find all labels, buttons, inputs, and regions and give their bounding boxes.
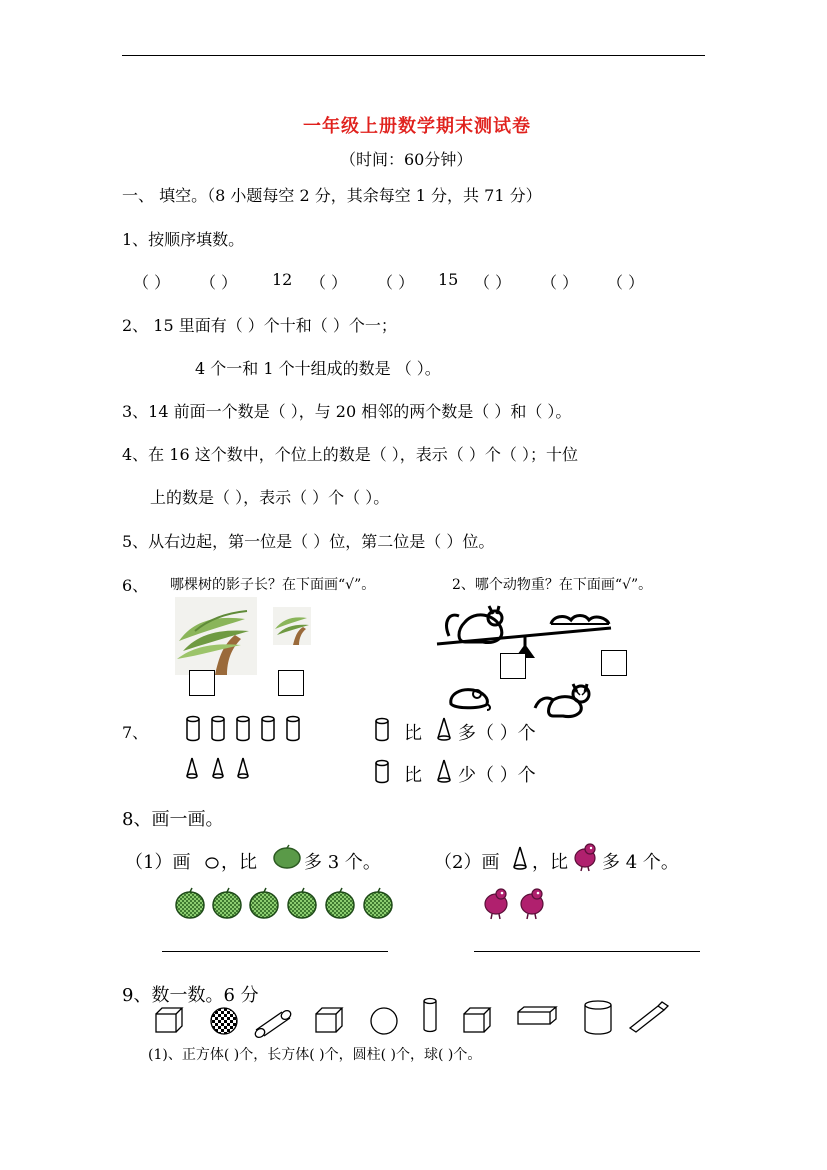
compare-word: 比 bbox=[404, 723, 422, 744]
sequence-item: （ ） bbox=[200, 273, 238, 292]
question-2-line1: 2、 15 里面有（ ）个十和（ ）个一； bbox=[122, 316, 397, 335]
mouse-icon bbox=[447, 686, 493, 712]
question-6-part2: 2、哪个动物重？在下面画“√”。 bbox=[452, 577, 653, 593]
apple-icon bbox=[288, 888, 316, 918]
cylinders-group bbox=[185, 715, 305, 743]
cylinder-icon bbox=[237, 717, 249, 741]
header-rule bbox=[122, 55, 705, 56]
ball-icon bbox=[211, 1008, 237, 1034]
question-4-line2: 上的数是（ ），表示（ ）个（ ）。 bbox=[150, 488, 390, 507]
question-7-row2-answer: 少（ ）个 bbox=[458, 765, 536, 786]
compare-word: 比 bbox=[404, 765, 422, 786]
question-3: 3、14 前面一个数是（ ），与 20 相邻的两个数是（ ）和（ ）。 bbox=[122, 402, 572, 421]
page-title: 一年级上册数学期末测试卷 bbox=[303, 116, 531, 137]
question-7-row1-answer: 多（ ）个 bbox=[458, 723, 536, 744]
bird-icon bbox=[521, 889, 543, 919]
sequence-item: 12 bbox=[272, 270, 293, 289]
question-4-line1: 4、在 16 这个数中，个位上的数是（ ），表示（ ）个（ ）；十位 bbox=[122, 445, 578, 464]
bird-icon bbox=[485, 889, 507, 919]
apples-row bbox=[174, 888, 396, 920]
cones-group bbox=[185, 756, 255, 780]
cuboid-tilted-icon bbox=[630, 1002, 668, 1032]
sequence-item: （ ） bbox=[541, 273, 579, 292]
question-7-label: 7、 bbox=[122, 723, 149, 742]
answer-box-small-tree[interactable] bbox=[278, 670, 304, 696]
cone-icon bbox=[436, 758, 452, 784]
bird-icon bbox=[572, 842, 598, 872]
answer-box-cat-side[interactable] bbox=[500, 653, 526, 679]
drawing-line-2[interactable] bbox=[474, 951, 700, 952]
question-9-counting: (1)、正方体( )个，长方体( )个，圆柱( )个，球( )个。 bbox=[148, 1047, 482, 1063]
apple-icon bbox=[213, 888, 241, 918]
question-8-part2-b: ，比 bbox=[532, 852, 568, 873]
sequence-item: 15 bbox=[438, 270, 459, 289]
cone-icon bbox=[238, 758, 248, 778]
time-limit: （时间：60分钟） bbox=[340, 150, 473, 169]
sequence-item: （ ） bbox=[310, 273, 348, 292]
solids-row bbox=[152, 996, 672, 1038]
answer-box-big-tree[interactable] bbox=[189, 670, 215, 696]
question-1: 1、按顺序填数。 bbox=[122, 230, 245, 249]
apple-icon bbox=[250, 888, 278, 918]
cylinder-icon bbox=[287, 717, 299, 741]
question-5: 5、从右边起，第一位是（ ）位，第二位是（ ）位。 bbox=[122, 532, 495, 551]
cylinder-icon bbox=[374, 718, 390, 742]
cylinder-lying-icon bbox=[254, 1009, 293, 1039]
question-8-part1-a: （1）画 bbox=[125, 852, 191, 873]
question-8-part1-c: 多 3 个。 bbox=[304, 852, 381, 873]
question-6-label: 6、 bbox=[122, 576, 149, 595]
apple-icon bbox=[326, 888, 354, 918]
apple-icon bbox=[364, 888, 392, 918]
apple-icon bbox=[176, 888, 204, 918]
drawing-line-1[interactable] bbox=[162, 951, 388, 952]
cone-icon bbox=[512, 845, 528, 871]
big-tree-picture bbox=[175, 597, 257, 675]
small-tree-picture bbox=[273, 607, 311, 645]
sequence-item: （ ） bbox=[377, 273, 415, 292]
cone-icon bbox=[436, 716, 452, 742]
cylinder-icon bbox=[187, 717, 199, 741]
cylinder-icon bbox=[212, 717, 224, 741]
question-6-part1: 哪棵树的影子长？在下面画“√”。 bbox=[170, 577, 376, 593]
question-2-line2: 4 个一和 1 个十组成的数是 （ ）。 bbox=[195, 359, 441, 378]
sequence-item: （ ） bbox=[133, 273, 171, 292]
ball-icon bbox=[371, 1008, 397, 1034]
birds-row bbox=[482, 886, 552, 920]
cylinder-icon bbox=[374, 760, 390, 784]
question-9: 9、数一数。6 分 bbox=[122, 985, 259, 1006]
cone-icon bbox=[187, 758, 197, 778]
cube-icon bbox=[464, 1008, 490, 1032]
cylinder-icon bbox=[424, 999, 436, 1032]
question-8: 8、画一画。 bbox=[122, 809, 224, 830]
section-heading: 一、 填空。（8 小题每空 2 分，其余每空 1 分，共 71 分） bbox=[122, 186, 542, 205]
answer-box-mice-side[interactable] bbox=[601, 650, 627, 676]
cylinder-icon bbox=[585, 1001, 611, 1034]
question-8-part2-c: 多 4 个。 bbox=[602, 852, 679, 873]
sequence-item: （ ） bbox=[607, 273, 645, 292]
cylinder-icon bbox=[262, 717, 274, 741]
question-8-part2-a: （2）画 bbox=[434, 852, 500, 873]
cuboid-icon bbox=[518, 1007, 556, 1024]
cone-icon bbox=[213, 758, 223, 778]
circle-icon bbox=[204, 855, 220, 869]
cube-icon bbox=[316, 1008, 342, 1032]
question-8-part1-b: ，比 bbox=[221, 852, 257, 873]
sequence-item: （ ） bbox=[474, 273, 512, 292]
cube-icon bbox=[156, 1008, 182, 1032]
apple-icon bbox=[272, 845, 302, 869]
cat-icon bbox=[533, 680, 603, 720]
